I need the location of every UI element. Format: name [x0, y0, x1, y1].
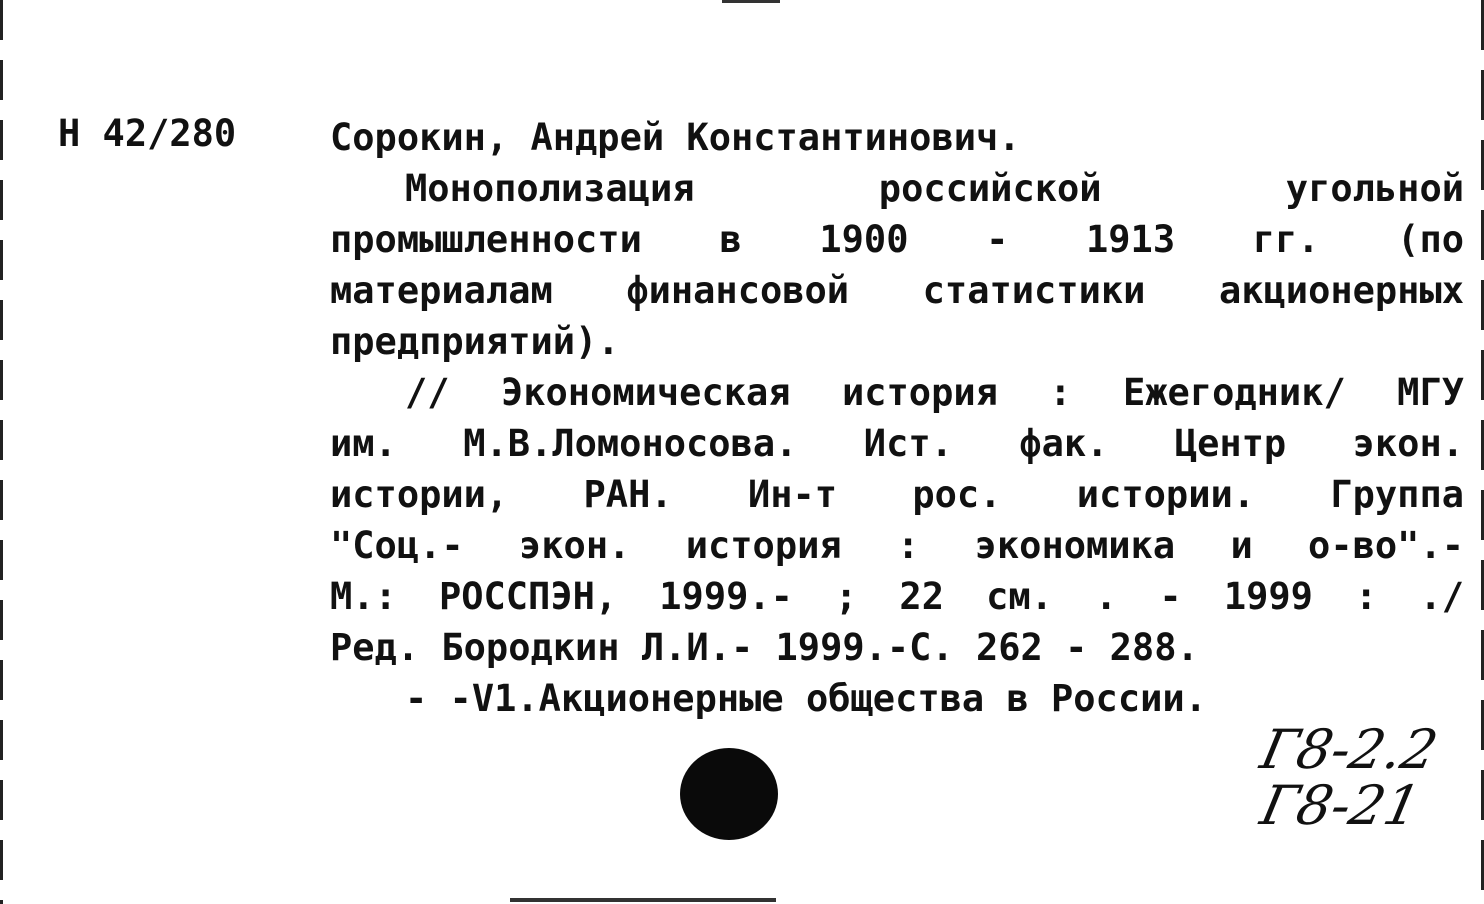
author-line: Сорокин, Андрей Константинович. [330, 116, 1021, 159]
source-line-6: Ред. Бородкин Л.И.- 1999.-С. 262 - 288. [330, 626, 1199, 669]
source-line-1: // Экономическая история : Ежегодник/ МГУ [405, 371, 1464, 414]
handwritten-code-1: Г8-2.2 [1255, 718, 1443, 781]
source-line-2: им. М.В.Ломоносова. Ист. фак. Центр экон. [330, 422, 1464, 465]
source-line-5: М.: РОССПЭН, 1999.- ; 22 см. . - 1999 : ./ [330, 575, 1464, 618]
card-left-edge [0, 0, 3, 904]
scan-artifact-bottom [510, 898, 776, 902]
handwritten-code-2: Г8-21 [1255, 774, 1426, 837]
scan-artifact-top [722, 0, 780, 3]
title-line-2: промышленности в 1900 - 1913 гг. (по [330, 218, 1464, 261]
bibliographic-record [330, 112, 1464, 724]
title-line-3: материалам финансовой статистики акционерных [330, 269, 1464, 312]
punch-hole [680, 748, 778, 840]
source-line-3: истории, РАН. Ин-т рос. истории. Группа [330, 473, 1464, 516]
subject-heading: - -V1.Акционерные общества в России. [405, 677, 1207, 720]
title-line-1: Монополизация российской угольной [405, 167, 1464, 210]
title-line-4: предприятий). [330, 320, 620, 363]
shelfmark: Н 42/280 [58, 112, 237, 155]
source-line-4: "Соц.- экон. история : экономика и о-во".- [330, 524, 1464, 567]
